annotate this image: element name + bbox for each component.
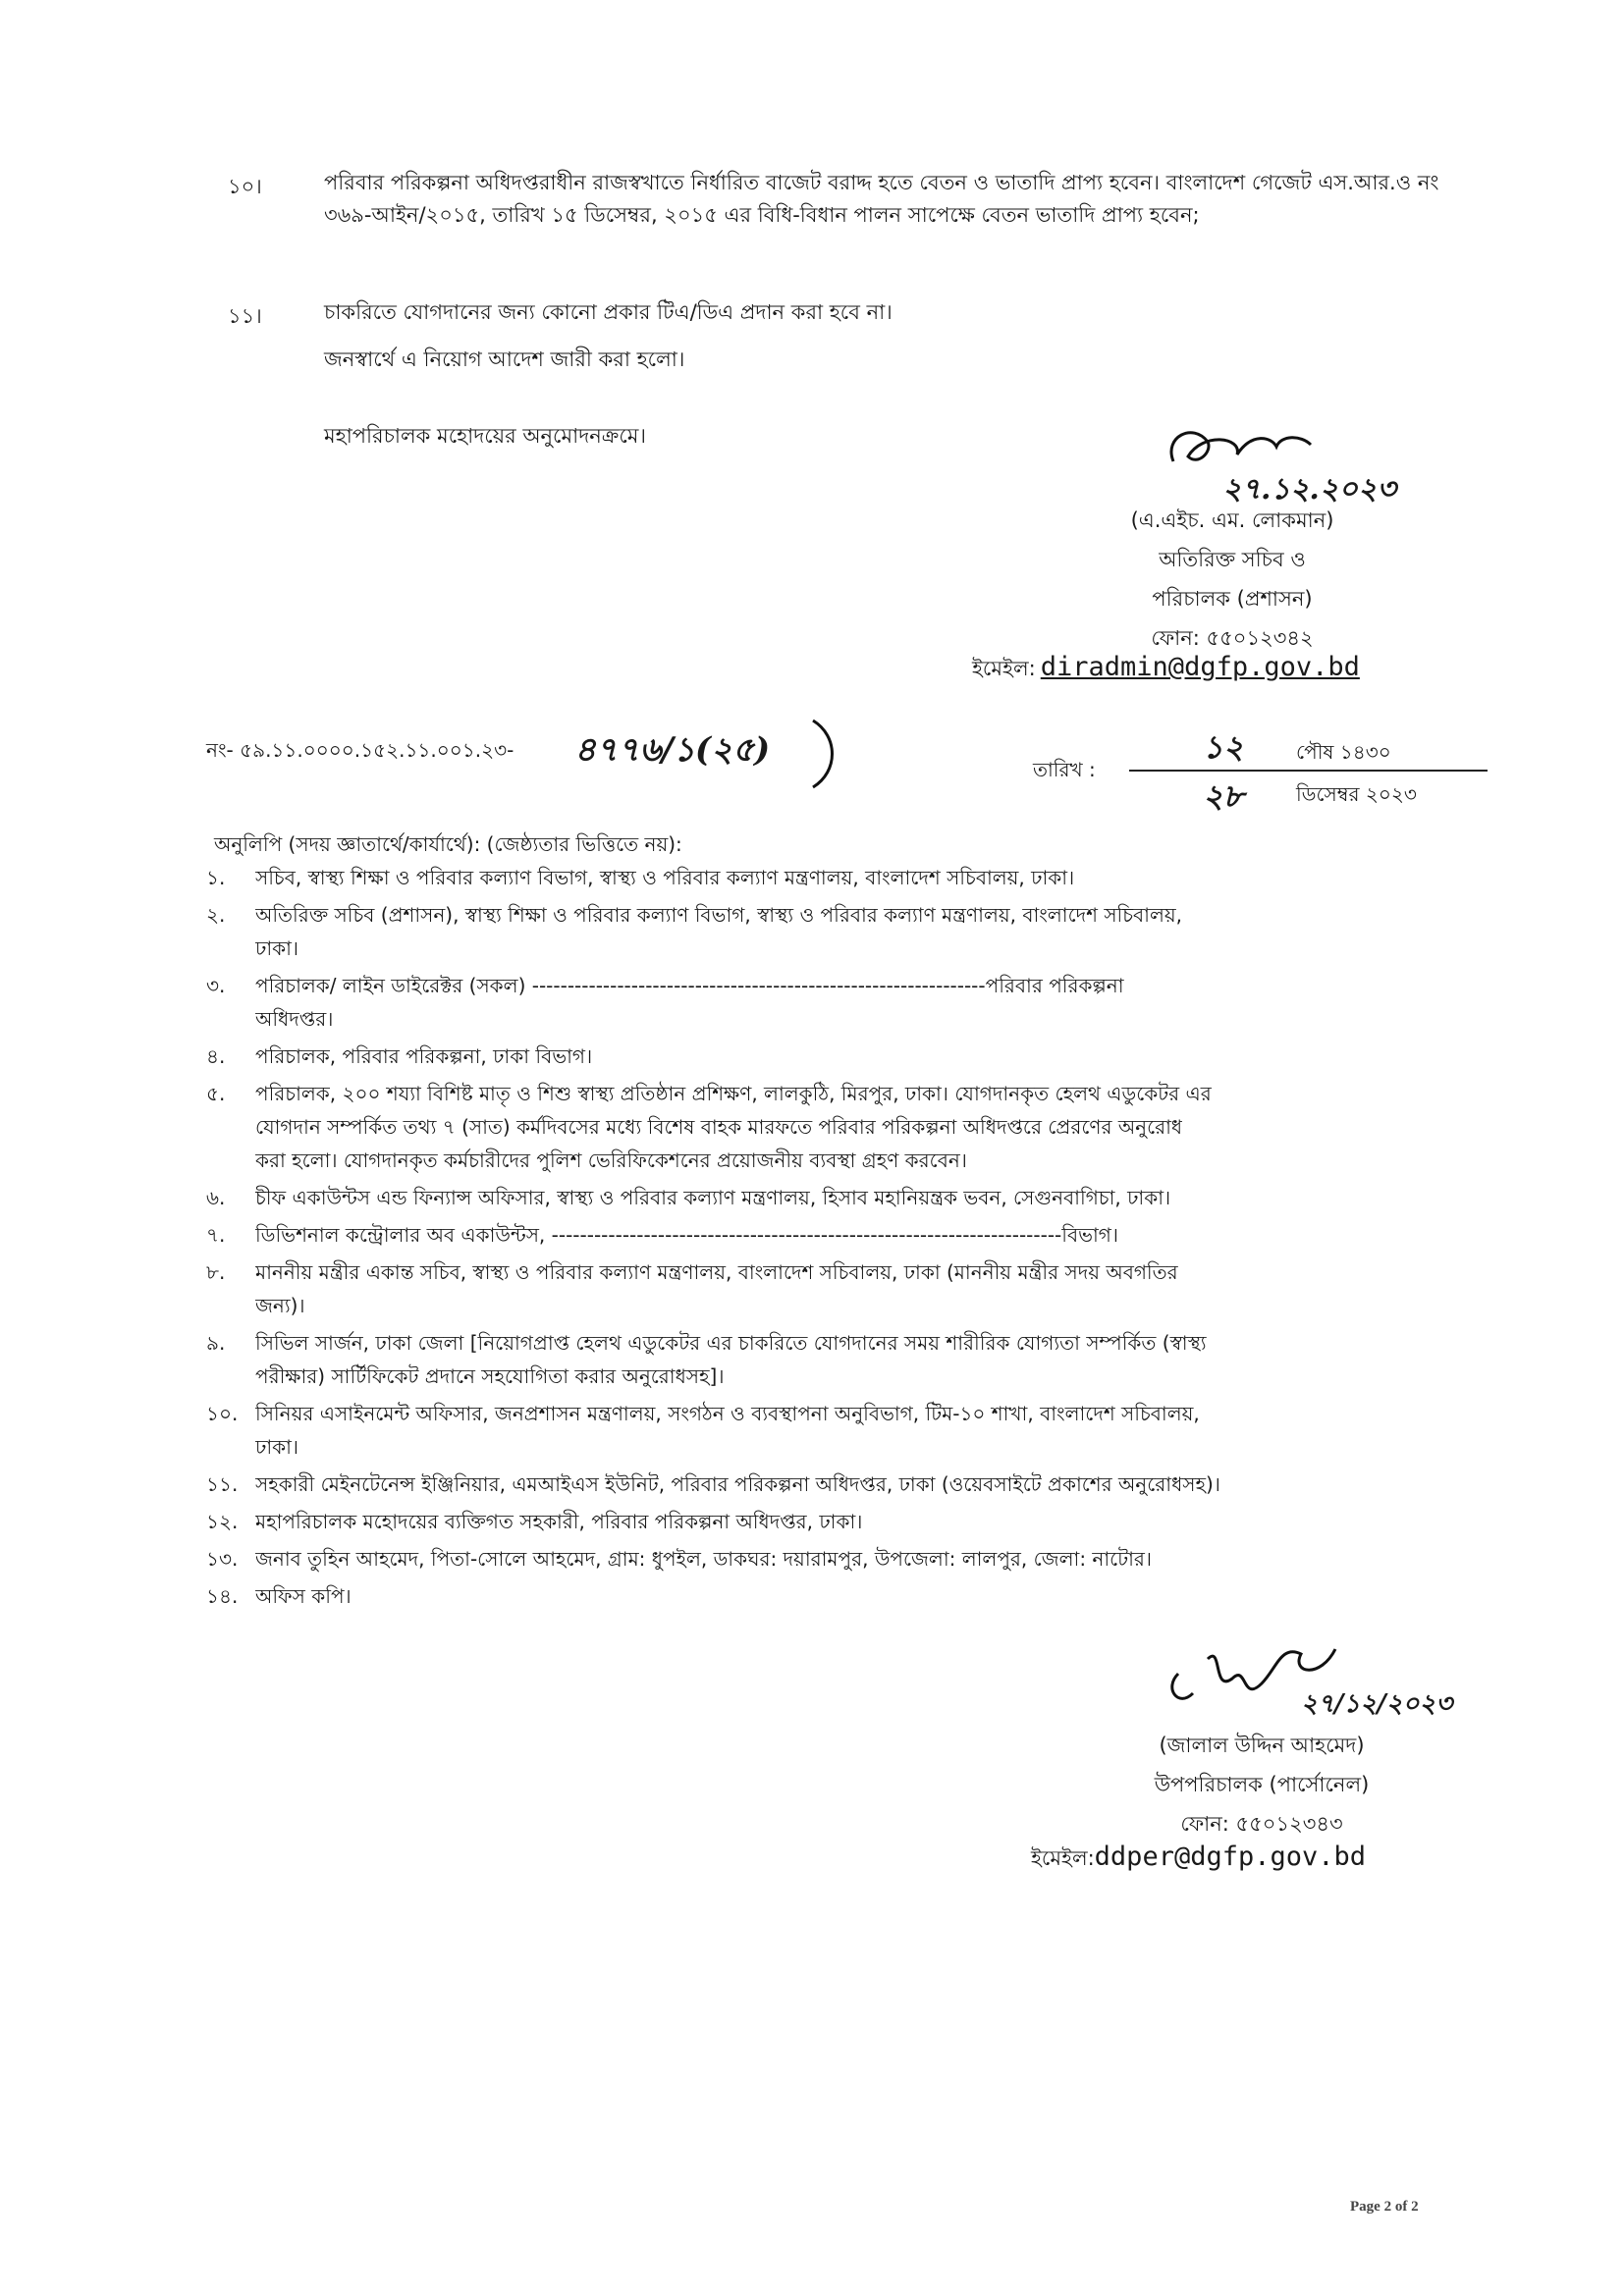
copy-item-line: পরিচালক, পরিবার পরিকল্পনা, ঢাকা বিভাগ। <box>255 1044 593 1068</box>
signatory-2-block <box>1100 1726 1424 1843</box>
copy-item-line: সহকারী মেইনটেনেন্স ইঞ্জিনিয়ার, এমআইএস ইউনিট, পরিবার পরিকল্পনা অধিদপ্তর, ঢাকা (ওয়েবসাইটে প্রকাশের অনুরোধসহ)। <box>255 1472 1220 1496</box>
copy-item-number: ১. <box>206 866 226 889</box>
copy-item-number: ১১. <box>206 1472 239 1496</box>
copy-item-line: মহাপরিচালক মহোদয়ের ব্যক্তিগত সহকারী, পরিবার পরিকল্পনা অধিদপ্তর, ঢাকা। <box>255 1510 863 1533</box>
signatory-1-email-line <box>972 652 1360 687</box>
copy-item-number: ৪. <box>206 1044 226 1068</box>
copy-item-line: পরিচালক, ২০০ শয্যা বিশিষ্ট মাতৃ ও শিশু স্বাস্থ্য প্রতিষ্ঠান প্রশিক্ষণ, লালকুঠি, মিরপুর, ঢাকা। যোগদানকৃত হেলথ এডুকেটর এর <box>255 1082 1212 1105</box>
copy-item-number: ২. <box>206 903 226 927</box>
clause-number: ১১। <box>228 304 262 328</box>
signatory-2-title: উপপরিচালক (পার্সোনেল) <box>1154 1773 1370 1796</box>
copy-item-number: ৫. <box>206 1082 226 1105</box>
copy-item-number: ৩. <box>206 974 226 997</box>
copy-item-number: ৭. <box>206 1223 226 1247</box>
signatory-1-phone: ফোন: ৫৫০১২৩৪২ <box>1151 626 1314 650</box>
clause-text: চাকরিতে যোগদানের জন্য কোনো প্রকার টিএ/ডিএ প্রদান করা হবে না। <box>324 300 893 324</box>
copy-item-number: ১৩. <box>206 1547 239 1571</box>
copy-item-line: অতিরিক্ত সচিব (প্রশাসন), স্বাস্থ্য শিক্ষা ও পরিবার কল্যাণ বিভাগ, স্বাস্থ্য ও পরিবার কল্যাণ মন্ত্রণালয়, বাংলাদেশ সচিবালয়, <box>255 903 1183 927</box>
public-interest-statement: জনস্বার্থে এ নিয়োগ আদেশ জারী করা হলো। <box>324 347 685 371</box>
english-date-month: ডিসেম্বর ২০২৩ <box>1296 782 1417 806</box>
bangla-date-month: পৌষ ১৪৩০ <box>1296 740 1391 764</box>
copy-item-number: ১০. <box>206 1402 239 1425</box>
memo-number: নং- ৫৯.১১.০০০০.১৫২.১১.০০১.২৩- <box>206 738 514 762</box>
memo-number-bracket-mark <box>805 715 844 793</box>
copy-item-number: ১৪. <box>206 1584 239 1608</box>
signatory-1-name: (এ.এইচ. এম. লোকমান) <box>1130 508 1334 532</box>
copy-item-line: চীফ একাউন্টস এন্ড ফিন্যান্স অফিসার, স্বাস্থ্য ও পরিবার কল্যাণ মন্ত্রণালয়, হিসাব মহানিয়ন্ত্রক ভবন, সেগুনবাগিচা, ঢাকা। <box>255 1186 1171 1209</box>
signatory-1-block <box>1065 501 1399 658</box>
copy-item-line: অধিদপ্তর। <box>255 1007 334 1031</box>
copy-item-line: ডিভিশনাল কন্ট্রোলার অব একাউন্টস, ------------------------------------------------------------------------বিভাগ। <box>255 1223 1119 1247</box>
signature-1-date: ২৭.১২.২০২৩ <box>1222 472 1396 507</box>
page-footer: Page 2 of 2 <box>1350 2199 1419 2215</box>
email-label: ইমেইল: <box>972 657 1036 680</box>
date-label: তারিখ : <box>1033 758 1096 781</box>
signatory-1-email: diradmin@dgfp.gov.bd <box>1040 652 1360 682</box>
copy-item-line: সিনিয়র এসাইনমেন্ট অফিসার, জনপ্রশাসন মন্ত্রণালয়, সংগঠন ও ব্যবস্থাপনা অনুবিভাগ, টিম-১০ শাখা, বাংলাদেশ সচিবালয়, <box>255 1402 1200 1425</box>
copy-item-line: সিভিল সার্জন, ঢাকা জেলা [নিয়োগপ্রাপ্ত হেলথ এডুকেটর এর চাকরিতে যোগদানের সময় শারীরিক যোগ্যতা সম্পর্কিত (স্বাস্থ্য <box>255 1331 1207 1355</box>
copy-item-line: সচিব, স্বাস্থ্য শিক্ষা ও পরিবার কল্যাণ বিভাগ, স্বাস্থ্য ও পরিবার কল্যাণ মন্ত্রণালয়, বাংলাদেশ সচিবালয়, ঢাকা। <box>255 866 1075 889</box>
date-divider <box>1129 770 1488 772</box>
memo-number-handwritten: ৪৭৭৬/১(২৫) <box>574 730 771 770</box>
signatory-2-phone: ফোন: ৫৫০১২৩৪৩ <box>1180 1812 1343 1836</box>
copy-item-line: যোগদান সম্পর্কিত তথ্য ৭ (সাত) কর্মদিবসের মধ্যে বিশেষ বাহক মারফতে পরিবার পরিকল্পনা অধিদপ্তরে প্রেরণের অনুরোধ <box>255 1115 1183 1139</box>
copy-item-line: ঢাকা। <box>255 936 299 960</box>
signatory-2-email: ddper@dgfp.gov.bd <box>1094 1842 1367 1872</box>
signature-2-date: ২৭/১২/২০২৩ <box>1301 1689 1453 1719</box>
clause-number: ১০। <box>228 175 262 198</box>
copy-item-line: মাননীয় মন্ত্রীর একান্ত সচিব, স্বাস্থ্য ও পরিবার কল্যাণ মন্ত্রণালয়, বাংলাদেশ সচিবালয়, ঢাকা (মাননীয় মন্ত্রীর সদয় অবগতির <box>255 1260 1178 1284</box>
copy-item-line: করা হলো। যোগদানকৃত কর্মচারীদের পুলিশ ভেরিফিকেশনের প্রয়োজনীয় ব্যবস্থা গ্রহণ করবেন। <box>255 1148 967 1172</box>
copy-heading: অনুলিপি (সদয় জ্ঞাতার্থে/কার্যার্থে): (জেষ্ঠ্যতার ভিত্তিতে নয়): <box>214 832 682 856</box>
copy-item-number: ৬. <box>206 1186 226 1209</box>
signatory-1-title: অতিরিক্ত সচিব ও <box>1159 548 1306 571</box>
copy-item-line: ঢাকা। <box>255 1435 299 1459</box>
approval-statement: মহাপরিচালক মহোদয়ের অনুমোদনক্রমে। <box>324 424 646 448</box>
email-label: ইমেইল: <box>1031 1846 1095 1870</box>
copy-item-line: পরীক্ষার) সার্টিফিকেট প্রদানে সহযোগিতা করার অনুরোধসহ]। <box>255 1364 725 1388</box>
copy-item-line: পরিচালক/ লাইন ডাইরেক্টর (সকল) ----------------------------------------------------------------পরিবার পরিকল্পনা <box>255 974 1124 997</box>
clause-text: পরিবার পরিকল্পনা অধিদপ্তরাধীন রাজস্বখাতে নির্ধারিত বাজেট বরাদ্দ হতে বেতন ও ভাতাদি প্রাপ্য হবেন। বাংলাদেশ গেজেট এস.আর.ও নং ৩৬৯-আইন/২০১৫, তারিখ ১৫ ডিসেম্বর, ২০১৫ এর বিধি-বিধান পালন সাপেক্ষে বেতন ভাতাদি প্রাপ্য হবেন; <box>324 171 1439 227</box>
signatory-2-email-line <box>1031 1842 1366 1877</box>
copy-item-line: জন্য)। <box>255 1294 305 1317</box>
copy-item-number: ৮. <box>206 1260 226 1284</box>
signatory-2-name: (জালাল উদ্দিন আহমেদ) <box>1159 1734 1365 1757</box>
copy-item-line: জনাব তুহিন আহমেদ, পিতা-সোলে আহমেদ, গ্রাম: ধুপইল, ডাকঘর: দয়ারামপুর, উপজেলা: লালপুর, জেলা: নাটোর। <box>255 1547 1153 1571</box>
english-date-day: ২৮ <box>1203 777 1244 815</box>
signatory-1-office: পরিচালক (প্রশাসন) <box>1152 587 1313 611</box>
copy-item-number: ৯. <box>206 1331 226 1355</box>
copy-item-line: অফিস কপি। <box>255 1584 352 1608</box>
copy-item-number: ১২. <box>206 1510 239 1533</box>
bangla-date-day: ১২ <box>1203 728 1244 766</box>
